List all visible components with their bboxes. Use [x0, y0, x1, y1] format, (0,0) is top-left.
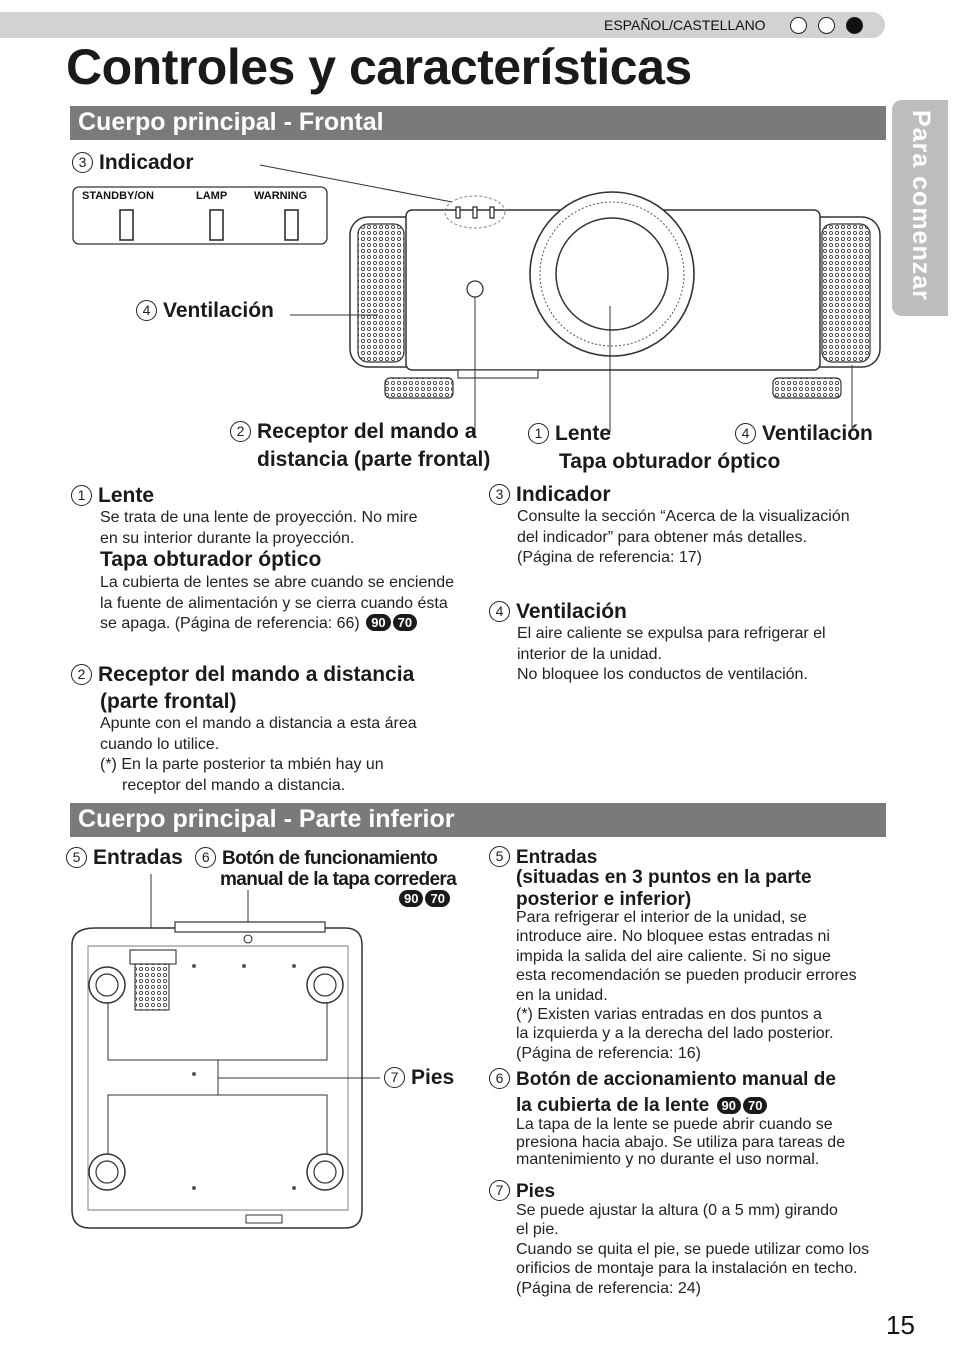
callout-vent-left: 4 Ventilación [136, 298, 274, 323]
desc-lens-title: 1 Lente [71, 483, 154, 508]
standby-led [120, 210, 133, 240]
callout-button: 6 Botón de funcionamiento [195, 847, 437, 870]
vent-grill-left [358, 224, 404, 362]
callout-indicator: 3 Indicador [72, 150, 194, 175]
page-indicator-dot-active [846, 17, 863, 34]
callout-receptor-line2: distancia (parte frontal) [257, 448, 491, 471]
page-indicator-dot [818, 17, 835, 34]
desc-button-text: La tapa de la lente se puede abrir cuando se presiona hacia abajo. Se utiliza para tareas de mantenimiento y no durante el uso normal. [516, 1116, 846, 1168]
desc-lens-text: Se trata de una lente de proyección. No mire en su interior durante la proyección. [100, 509, 418, 547]
desc-vent-title: 4 Ventilación [489, 599, 627, 624]
lamp-led [210, 210, 223, 240]
desc-intakes-text: Para refrigerar el interior de la unidad, se introduce aire. No bloquee estas entradas ni impida la salida del aire caliente. Si no sigue esta recomendación se pueden producir errores en la unidad. (*) Existen varias entradas en dos puntos a la izquierda y a la derecha del lado posterior. (Página de referencia: 16) [516, 909, 857, 1062]
remote-receptor [467, 281, 483, 297]
model-badge: 70 [425, 890, 449, 907]
language-label: ESPAÑOL/CASTELLANO [604, 17, 766, 33]
label-lamp: LAMP [196, 190, 228, 202]
vent-grill-right [822, 224, 870, 362]
intake-grill [135, 964, 169, 1010]
desc-feet-title: 7 Pies [489, 1180, 555, 1203]
page-number: 15 [886, 1310, 915, 1340]
page-indicator-dot [790, 17, 807, 34]
callout-shutter: Tapa obturador óptico [559, 450, 781, 473]
projector-bottom-diagram [0, 870, 480, 1240]
model-badge: 90 [717, 1097, 741, 1114]
model-badge: 90 [399, 890, 423, 907]
callout-receptor: 2 Receptor del mando a [230, 419, 476, 444]
desc-button-title: 6 Botón de accionamiento manual de [489, 1068, 836, 1091]
lens-inner [556, 218, 668, 330]
shutter-button [244, 935, 252, 943]
foot-right [773, 378, 841, 398]
desc-receptor-title: 2 Receptor del mando a distancia [71, 662, 414, 687]
model-badge: 70 [393, 614, 417, 631]
desc-receptor-title-line2: (parte frontal) [100, 690, 237, 713]
model-badge: 90 [366, 614, 390, 631]
page-title: Controles y características [66, 39, 692, 95]
section-bar-front [70, 106, 886, 140]
desc-indicator-title: 3 Indicador [489, 482, 611, 507]
section-title-front: Cuerpo principal - Frontal [78, 108, 384, 136]
model-badge: 70 [743, 1097, 767, 1114]
callout-intakes: 5 Entradas [66, 845, 183, 870]
desc-intakes-title-lines: (situadas en 3 puntos en la parte posterior e inferior) [516, 867, 812, 910]
section-bar-bottom [70, 803, 886, 837]
foot-left [385, 378, 453, 398]
callout-button-line2: manual de la tapa corredera [220, 869, 457, 890]
callout-feet: 7 Pies [384, 1065, 454, 1090]
label-warning: WARNING [254, 190, 308, 202]
desc-shutter-title: Tapa obturador óptico [100, 548, 322, 571]
desc-vent-text: El aire caliente se expulsa para refrigerar el interior de la unidad. No bloquee los conductos de ventilación. [517, 625, 826, 683]
label-standby: STANDBY/ON [82, 190, 154, 202]
section-title-bottom: Cuerpo principal - Parte inferior [78, 805, 455, 833]
desc-intakes-title: 5 Entradas [489, 846, 597, 869]
side-tab-label: Para comenzar [907, 110, 935, 301]
desc-button-title-line2: la cubierta de la lente 90 70 [516, 1095, 767, 1117]
desc-receptor-text: Apunte con el mando a distancia a esta área cuando lo utilice. (*) En la parte posterior ta mbién hay un receptor del mando a distancia. [100, 715, 417, 794]
desc-indicator-text: Consulte la sección “Acerca de la visualización del indicador” para obtener más detalles. (Página de referencia: 17) [517, 508, 850, 566]
desc-shutter-text: La cubierta de lentes se abre cuando se enciende la fuente de alimentación y se cierra cuando ésta se apaga. (Página de referencia: 66) 90 70 [100, 574, 455, 632]
warning-led [285, 210, 298, 240]
callout-lens: 1 Lente [528, 421, 611, 446]
desc-feet-text: Se puede ajustar la altura (0 a 5 mm) girando el pie. Cuando se quita el pie, se puede utilizar como los orificios de montaje para la instalación en techo. (Página de referencia: 24) [516, 1202, 870, 1297]
callout-vent-right: 4 Ventilación [735, 421, 873, 446]
